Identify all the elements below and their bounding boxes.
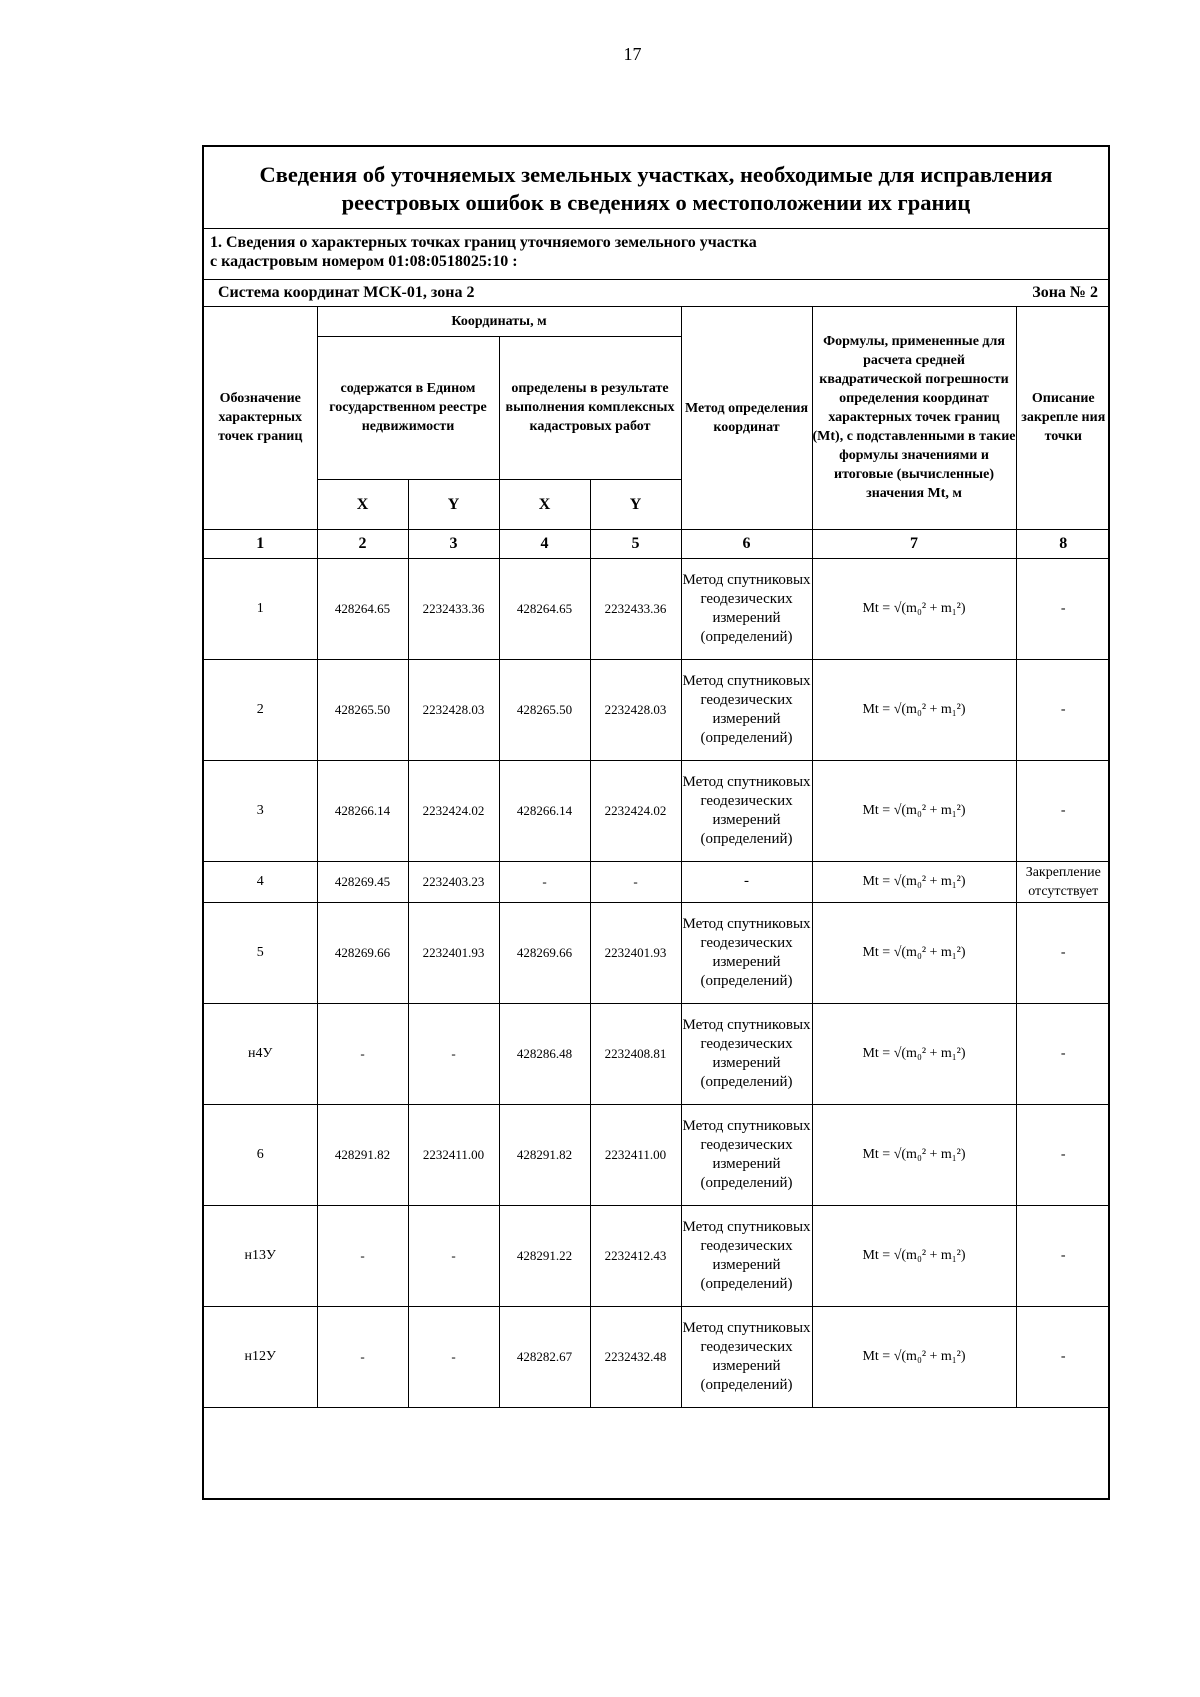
formula: Mt = √(m₀² + m₁²) — [812, 659, 1016, 760]
egrn-y: 2232433.36 — [408, 558, 499, 659]
method: Метод спутниковых геодезических измерений (определений) — [681, 558, 812, 659]
description: - — [1016, 760, 1110, 861]
point-id: 2 — [204, 659, 317, 760]
egrn-x: - — [317, 1205, 408, 1306]
table-row — [204, 760, 1110, 861]
egrn-y: - — [408, 1205, 499, 1306]
description: - — [1016, 558, 1110, 659]
table-row — [204, 1104, 1110, 1205]
column-number: 6 — [681, 529, 812, 558]
description: - — [1016, 1003, 1110, 1104]
method: Метод спутниковых геодезических измерений (определений) — [681, 1306, 812, 1407]
kkr-x: 428269.66 — [499, 902, 590, 1003]
kkr-y: 2232424.02 — [590, 760, 681, 861]
point-id: н4У — [204, 1003, 317, 1104]
point-id: 3 — [204, 760, 317, 861]
formula: Mt = √(m₀² + m₁²) — [812, 1306, 1016, 1407]
egrn-y: - — [408, 1003, 499, 1104]
formula: Mt = √(m₀² + m₁²) — [812, 902, 1016, 1003]
boundary-points-table — [204, 307, 1110, 1408]
formula: Mt = √(m₀² + m₁²) — [812, 760, 1016, 861]
kkr-x: 428266.14 — [499, 760, 590, 861]
method: Метод спутниковых геодезических измерений (определений) — [681, 1205, 812, 1306]
header-designation: Обозначение характерных точек границ — [204, 307, 317, 529]
point-id: 5 — [204, 902, 317, 1003]
kkr-y: 2232401.93 — [590, 902, 681, 1003]
kkr-x: 428264.65 — [499, 558, 590, 659]
point-id: 1 — [204, 558, 317, 659]
point-id: н12У — [204, 1306, 317, 1407]
table-row — [204, 902, 1110, 1003]
method: Метод спутниковых геодезических измерений (определений) — [681, 1104, 812, 1205]
table-row — [204, 659, 1110, 760]
kkr-y: 2232408.81 — [590, 1003, 681, 1104]
egrn-x: 428266.14 — [317, 760, 408, 861]
table-row — [204, 1205, 1110, 1306]
formula: Mt = √(m₀² + m₁²) — [812, 1003, 1016, 1104]
description: - — [1016, 1205, 1110, 1306]
column-number: 7 — [812, 529, 1016, 558]
egrn-y: 2232428.03 — [408, 659, 499, 760]
formula: Mt = √(m₀² + m₁²) — [812, 1104, 1016, 1205]
header-formulas: Формулы, примененные для расчета средней квадратической погрешности определения координат характерных точек границ (Mt), с подставленными в такие формулы значениями и итоговые (вычисленные) значения Mt, м — [812, 307, 1016, 529]
egrn-y: 2232424.02 — [408, 760, 499, 861]
table-row — [204, 558, 1110, 659]
point-id: 4 — [204, 861, 317, 902]
method: Метод спутниковых геодезических измерений (определений) — [681, 659, 812, 760]
kkr-x: 428291.82 — [499, 1104, 590, 1205]
header-kkr-x: X — [499, 479, 590, 529]
description: - — [1016, 1104, 1110, 1205]
table-row — [204, 1003, 1110, 1104]
document-frame — [202, 145, 1110, 1500]
formula: Mt = √(m₀² + m₁²) — [812, 558, 1016, 659]
document-title: Сведения об уточняемых земельных участках, необходимые для исправления реестровых ошибок в сведениях о местоположении их границ — [204, 147, 1108, 229]
coordinate-system: Система координат МСК-01, зона 2 — [218, 284, 475, 301]
method: - — [681, 861, 812, 902]
column-number: 3 — [408, 529, 499, 558]
description: - — [1016, 659, 1110, 760]
method: Метод спутниковых геодезических измерений (определений) — [681, 760, 812, 861]
header-determined-kkr: определены в результате выполнения комплексных кадастровых работ — [499, 336, 681, 479]
column-number: 1 — [204, 529, 317, 558]
header-description: Описание закрепле ния точки — [1016, 307, 1110, 529]
egrn-x: 428269.66 — [317, 902, 408, 1003]
column-number: 2 — [317, 529, 408, 558]
header-kkr-y: Y — [590, 479, 681, 529]
formula: Mt = √(m₀² + m₁²) — [812, 1205, 1016, 1306]
method: Метод спутниковых геодезических измерений (определений) — [681, 1003, 812, 1104]
kkr-y: 2232432.48 — [590, 1306, 681, 1407]
kkr-y: 2232433.36 — [590, 558, 681, 659]
column-number: 5 — [590, 529, 681, 558]
description: - — [1016, 1306, 1110, 1407]
header-coordinates: Координаты, м — [317, 307, 681, 336]
kkr-x: 428291.22 — [499, 1205, 590, 1306]
description: Закрепление отсутствует — [1016, 861, 1110, 902]
page-number: 17 — [623, 44, 642, 64]
egrn-x: 428269.45 — [317, 861, 408, 902]
coordinate-system-row — [204, 280, 1108, 307]
egrn-y: 2232401.93 — [408, 902, 499, 1003]
kkr-x: - — [499, 861, 590, 902]
header-egrn-y: Y — [408, 479, 499, 529]
table-row — [204, 1306, 1110, 1407]
kkr-y: 2232412.43 — [590, 1205, 681, 1306]
section-heading-line-2: с кадастровым номером 01:08:0518025:10 : — [210, 253, 518, 270]
kkr-y: 2232411.00 — [590, 1104, 681, 1205]
egrn-y: 2232403.23 — [408, 861, 499, 902]
kkr-y: - — [590, 861, 681, 902]
egrn-x: - — [317, 1003, 408, 1104]
section-heading-line-1: 1. Сведения о характерных точках границ уточняемого земельного участка — [210, 234, 757, 251]
method: Метод спутниковых геодезических измерений (определений) — [681, 902, 812, 1003]
kkr-y: 2232428.03 — [590, 659, 681, 760]
point-id: н13У — [204, 1205, 317, 1306]
kkr-x: 428286.48 — [499, 1003, 590, 1104]
egrn-x: - — [317, 1306, 408, 1407]
point-id: 6 — [204, 1104, 317, 1205]
egrn-y: 2232411.00 — [408, 1104, 499, 1205]
egrn-x: 428291.82 — [317, 1104, 408, 1205]
table-row — [204, 861, 1110, 902]
egrn-y: - — [408, 1306, 499, 1407]
header-method: Метод определения координат — [681, 307, 812, 529]
egrn-x: 428265.50 — [317, 659, 408, 760]
egrn-x: 428264.65 — [317, 558, 408, 659]
kkr-x: 428282.67 — [499, 1306, 590, 1407]
description: - — [1016, 902, 1110, 1003]
kkr-x: 428265.50 — [499, 659, 590, 760]
section-heading — [204, 229, 1108, 280]
header-contained-egrn: содержатся в Едином государственном реестре недвижимости — [317, 336, 499, 479]
header-egrn-x: X — [317, 479, 408, 529]
column-number: 4 — [499, 529, 590, 558]
formula: Mt = √(m₀² + m₁²) — [812, 861, 1016, 902]
column-number: 8 — [1016, 529, 1110, 558]
zone-label: Зона № 2 — [1032, 284, 1098, 301]
